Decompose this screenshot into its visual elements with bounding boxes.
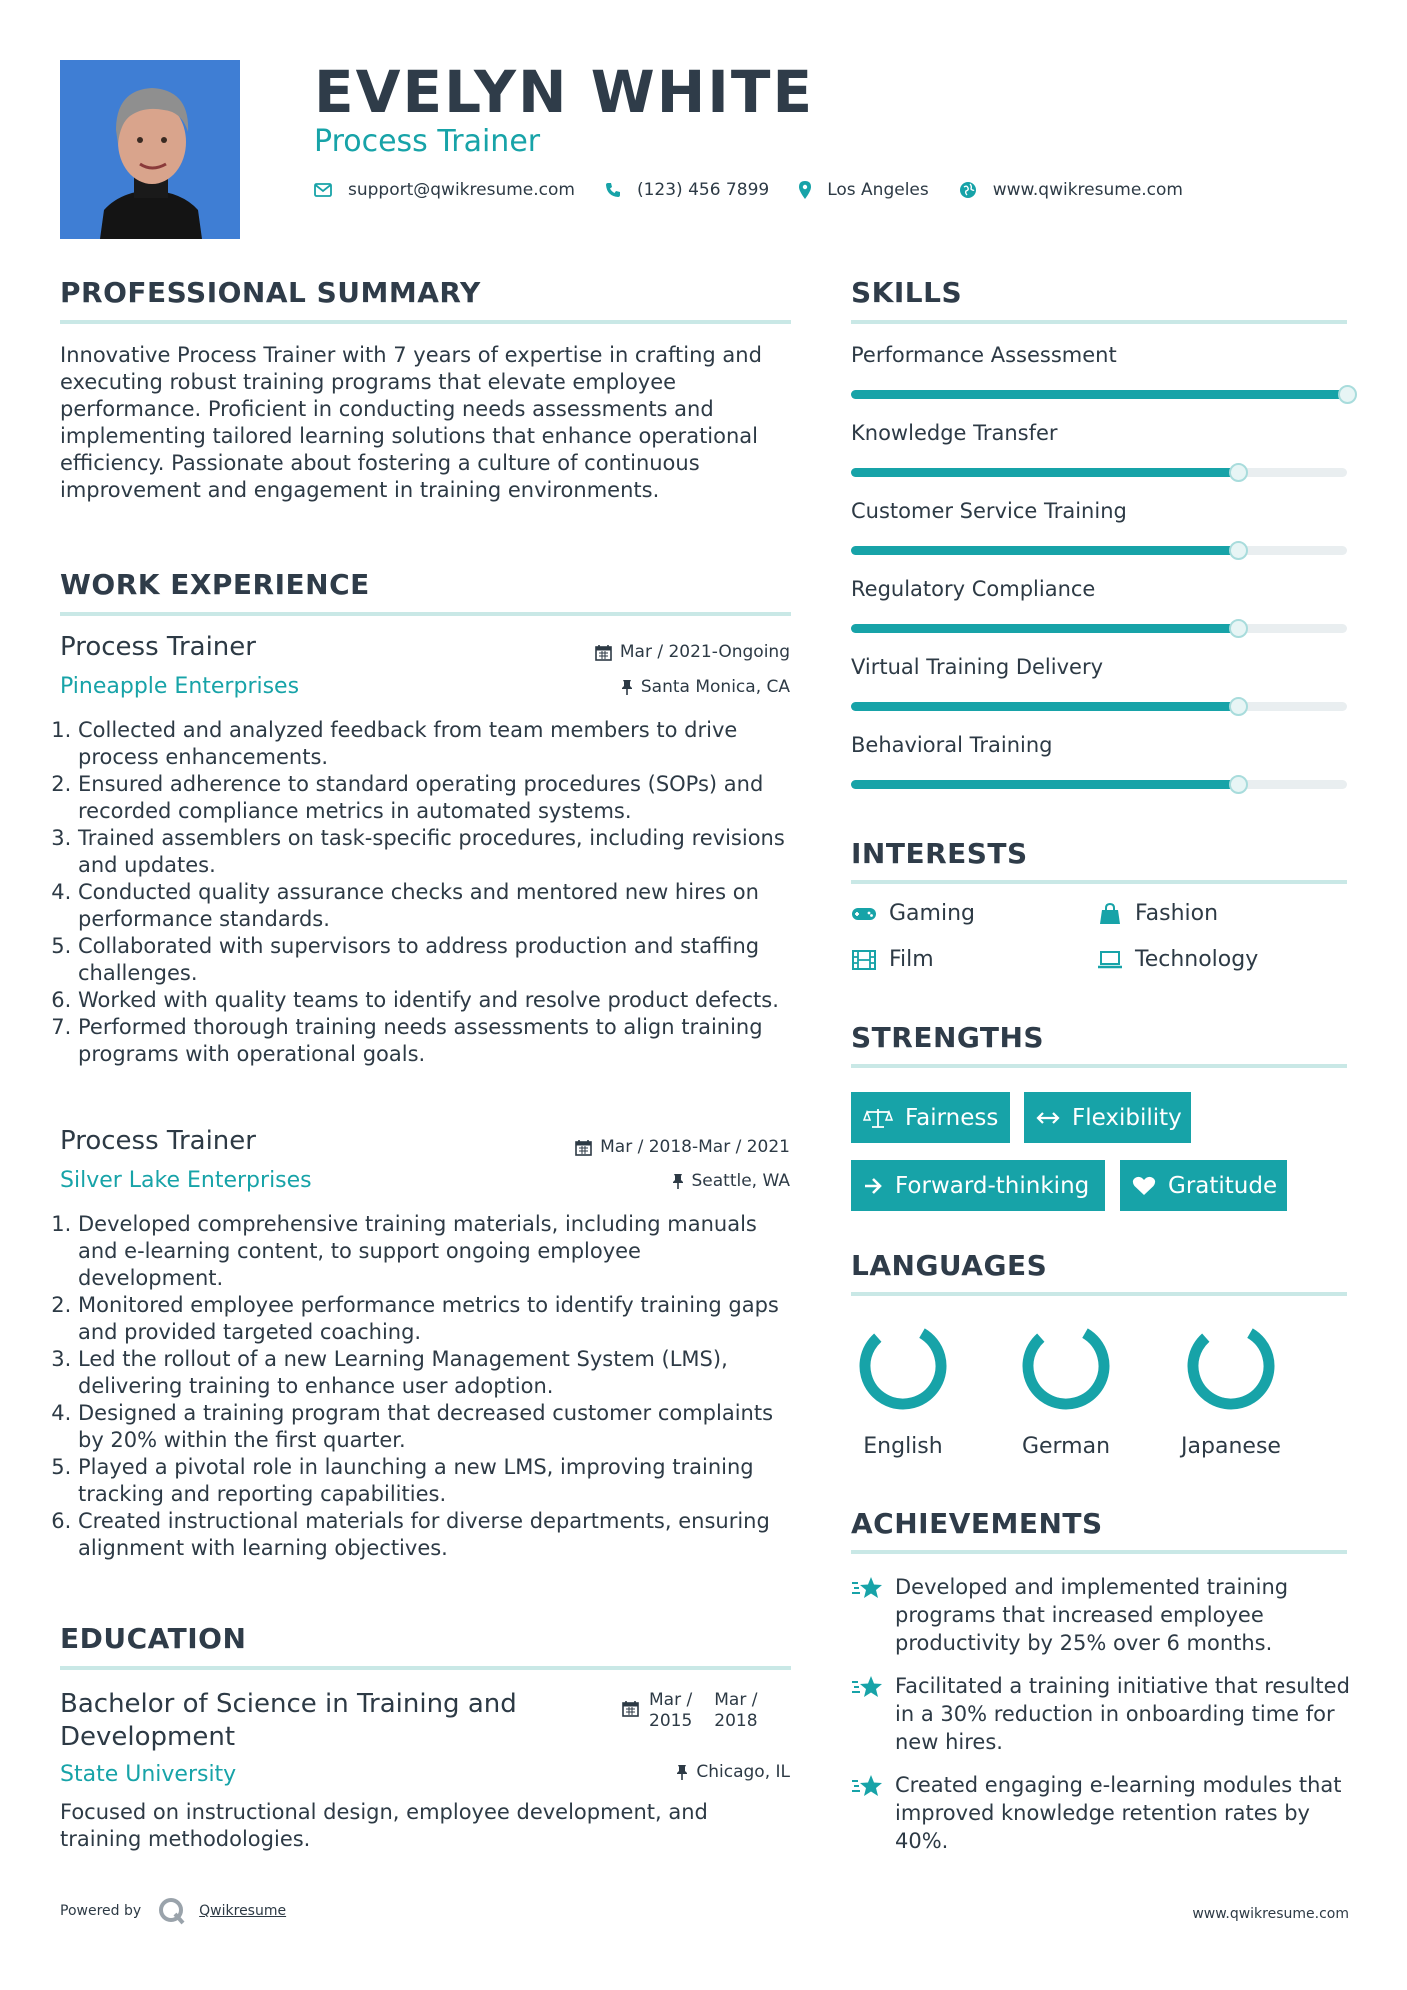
qwikresume-link[interactable]: Qwikresume	[199, 1903, 287, 1919]
job-1-duties	[52, 717, 792, 1068]
list-item: 5. Played a pivotal role in launching a new LMS, improving training tracking and reporting capabilities.	[78, 1454, 792, 1508]
qwikresume-logo-icon	[157, 1896, 187, 1926]
skill-label: Virtual Training Delivery	[851, 655, 1103, 679]
envelope-icon	[314, 183, 332, 197]
skill-bar-track	[851, 468, 1347, 477]
job-2-duties	[52, 1211, 792, 1562]
job-2-company: Silver Lake Enterprises	[60, 1168, 312, 1193]
list-item: 4. Conducted quality assurance checks and mentored new hires on performance standards.	[78, 879, 792, 933]
list-item: 3. Led the rollout of a new Learning Management System (LMS), delivering training to enhance user adoption.	[78, 1346, 792, 1400]
achievement-item	[851, 1771, 1351, 1855]
skill-label: Regulatory Compliance	[851, 577, 1096, 601]
skill-label: Performance Assessment	[851, 343, 1117, 367]
education-heading: EDUCATION	[60, 1622, 247, 1655]
education-location-text: Chicago, IL	[696, 1762, 790, 1782]
star-icon	[851, 1573, 895, 1657]
interests-heading: INTERESTS	[851, 837, 1028, 870]
contact-email[interactable]	[314, 180, 575, 200]
list-item: 7. Performed thorough training needs assessments to align training programs with operational goals.	[78, 1014, 792, 1068]
star-icon	[851, 1672, 895, 1756]
powered-by-label: Powered by	[60, 1903, 142, 1919]
skill-bar-fill	[851, 546, 1238, 555]
location-text: Los Angeles	[827, 180, 929, 200]
strength-label: Forward-thinking	[895, 1172, 1090, 1199]
achievement-text: Developed and implemented training programs that increased employee productivity by 25% over 6 months.	[895, 1575, 1289, 1655]
interest-label: Film	[889, 947, 934, 972]
job-2-location-text: Seattle, WA	[691, 1171, 790, 1191]
interest-label: Gaming	[889, 901, 975, 926]
skill-bar-track	[851, 624, 1347, 633]
contact-bar	[314, 180, 1213, 200]
profile-photo	[60, 60, 240, 239]
phone-icon	[605, 182, 621, 198]
language-ring-arc	[851, 1320, 955, 1412]
contact-website[interactable]	[959, 180, 1183, 200]
job-2-location	[672, 1171, 791, 1191]
skill-bar-fill	[851, 468, 1238, 477]
job-2-title: Process Trainer	[60, 1126, 256, 1156]
job-2-dates-text: Mar / 2018-Mar / 2021	[600, 1137, 790, 1157]
strength-badge	[1120, 1160, 1287, 1211]
job-2-dates	[575, 1137, 790, 1157]
skill-item	[851, 343, 1347, 367]
pushpin-icon	[621, 679, 633, 695]
list-item: 2. Ensured adherence to standard operating procedures (SOPs) and recorded compliance metrics in automated systems.	[78, 771, 792, 825]
achievements-heading: ACHIEVEMENTS	[851, 1507, 1103, 1540]
education-start	[649, 1690, 692, 1732]
education-end-month: Mar /	[714, 1690, 758, 1710]
skill-label: Customer Service Training	[851, 499, 1127, 523]
achievement-text: Facilitated a training initiative that resulted in a 30% reduction in onboarding time for new hires.	[895, 1674, 1350, 1754]
interests-rule	[851, 880, 1347, 884]
shopping-bag-icon	[1097, 903, 1123, 925]
skill-bar-fill	[851, 390, 1347, 399]
interest-label: Fashion	[1135, 901, 1219, 926]
heart-icon	[1132, 1176, 1156, 1196]
language-item	[996, 1320, 1136, 1459]
job-1-location	[621, 677, 790, 697]
strength-label: Fairness	[905, 1104, 999, 1131]
calendar-icon	[595, 644, 612, 661]
interest-film	[851, 947, 934, 972]
languages-rule	[851, 1292, 1347, 1296]
list-item: 5. Collaborated with supervisors to address production and staffing challenges.	[78, 933, 792, 987]
skill-bar-knob	[1229, 619, 1248, 638]
summary-text: Innovative Process Trainer with 7 years of expertise in crafting and executing robust training programs that elevate employee performance. Proficient in conducting needs assessments and implementing tailored learning solutions that enhance operational efficiency. Passionate about fostering a culture of continuous improvement and engagement in training environments.	[60, 343, 762, 502]
skill-bar-track	[851, 546, 1347, 555]
experience-rule	[60, 612, 791, 616]
skill-bar-fill	[851, 702, 1238, 711]
skill-item	[851, 577, 1347, 601]
skills-heading: SKILLS	[851, 276, 963, 309]
skill-bar-track	[851, 780, 1347, 789]
language-item	[833, 1320, 973, 1459]
email-text: support@qwikresume.com	[348, 180, 575, 200]
language-ring	[1161, 1320, 1301, 1412]
list-item: 2. Monitored employee performance metrics to identify training gaps and provided targeted coaching.	[78, 1292, 792, 1346]
degree-line-1: Bachelor of Science in Training and	[60, 1689, 517, 1719]
language-ring-arc	[1179, 1320, 1283, 1412]
skill-bar-knob	[1229, 463, 1248, 482]
skill-bar-track	[851, 390, 1347, 399]
interest-label: Technology	[1135, 947, 1259, 972]
achievement-item	[851, 1672, 1351, 1756]
education-dates	[622, 1690, 758, 1732]
footer-url[interactable]: www.qwikresume.com	[1192, 1906, 1349, 1922]
education-start-month: Mar /	[649, 1690, 693, 1710]
skill-item	[851, 499, 1347, 523]
arrow-right-icon	[863, 1177, 883, 1195]
list-item: 1. Collected and analyzed feedback from team members to drive process enhancements.	[78, 717, 792, 771]
interest-fashion	[1097, 901, 1218, 926]
skill-item	[851, 733, 1347, 757]
strengths-heading: STRENGTHS	[851, 1021, 1045, 1054]
degree-title	[60, 1688, 517, 1754]
skill-item	[851, 421, 1347, 445]
strength-label: Gratitude	[1168, 1172, 1278, 1199]
experience-heading: WORK EXPERIENCE	[60, 568, 370, 601]
strength-badge	[851, 1160, 1105, 1211]
skill-bar-knob	[1229, 697, 1248, 716]
laptop-icon	[1097, 951, 1123, 969]
skill-item	[851, 655, 1347, 679]
job-title: Process Trainer	[314, 124, 541, 159]
skill-bar-knob	[1338, 385, 1357, 404]
language-label: English	[863, 1434, 943, 1459]
achievements-rule	[851, 1550, 1347, 1554]
globe-icon	[959, 181, 977, 199]
skills-rule	[851, 320, 1347, 324]
skill-label: Behavioral Training	[851, 733, 1053, 757]
language-ring-arc	[1014, 1320, 1118, 1412]
language-ring	[996, 1320, 1136, 1412]
footer-powered-by	[60, 1896, 286, 1926]
skill-bar-knob	[1229, 541, 1248, 560]
language-label: Japanese	[1181, 1434, 1281, 1459]
interest-technology	[1097, 947, 1258, 972]
language-item	[1161, 1320, 1301, 1459]
list-item: 4. Designed a training program that decreased customer complaints by 20% within the first quarter.	[78, 1400, 792, 1454]
skill-bar-fill	[851, 624, 1238, 633]
skill-label: Knowledge Transfer	[851, 421, 1058, 445]
education-description: Focused on instructional design, employee development, and training methodologies.	[60, 1800, 708, 1851]
language-label: German	[1021, 1434, 1111, 1459]
job-1-dates	[595, 642, 790, 662]
contact-phone[interactable]	[605, 180, 769, 200]
calendar-icon	[575, 1139, 592, 1156]
skill-bar-knob	[1229, 775, 1248, 794]
film-icon	[851, 950, 877, 970]
education-start-year: 2015	[649, 1711, 693, 1731]
pushpin-icon	[672, 1173, 684, 1189]
education-location	[676, 1762, 790, 1782]
education-rule	[60, 1666, 791, 1670]
arrows-horizontal-icon	[1036, 1111, 1060, 1125]
language-ring	[833, 1320, 973, 1412]
map-pin-icon	[799, 181, 811, 199]
calendar-icon	[622, 1700, 639, 1717]
job-1-location-text: Santa Monica, CA	[640, 677, 790, 697]
strength-label: Flexibility	[1072, 1104, 1182, 1131]
phone-text: (123) 456 7899	[636, 180, 770, 200]
achievement-text: Created engaging e-learning modules that improved knowledge retention rates by 40%.	[895, 1773, 1342, 1853]
summary-rule	[60, 320, 791, 324]
strength-badge	[851, 1092, 1010, 1143]
interest-gaming	[851, 901, 975, 926]
education-end	[714, 1690, 757, 1732]
job-1-dates-text: Mar / 2021-Ongoing	[619, 642, 790, 662]
job-1-title: Process Trainer	[60, 632, 256, 662]
summary-heading: PROFESSIONAL SUMMARY	[60, 276, 481, 309]
school-name: State University	[60, 1762, 237, 1787]
skill-bar-track	[851, 702, 1347, 711]
strengths-rule	[851, 1064, 1347, 1068]
education-end-year: 2018	[714, 1711, 758, 1731]
balance-scale-icon	[863, 1107, 893, 1129]
list-item: 1. Developed comprehensive training materials, including manuals and e-learning content, to support ongoing employee development.	[78, 1211, 792, 1292]
languages-heading: LANGUAGES	[851, 1249, 1048, 1282]
list-item: 6. Worked with quality teams to identify and resolve product defects.	[78, 987, 792, 1014]
strength-badge	[1024, 1092, 1191, 1143]
star-icon	[851, 1771, 895, 1855]
list-item: 6. Created instructional materials for diverse departments, ensuring alignment with learning objectives.	[78, 1508, 792, 1562]
contact-location	[799, 180, 929, 200]
website-text: www.qwikresume.com	[992, 180, 1183, 200]
achievement-item	[851, 1573, 1351, 1657]
gamepad-icon	[851, 906, 877, 922]
skill-bar-fill	[851, 780, 1238, 789]
candidate-name: EVELYN WHITE	[314, 58, 815, 126]
degree-line-2: Development	[60, 1722, 236, 1752]
job-1-company: Pineapple Enterprises	[60, 674, 300, 699]
list-item: 3. Trained assemblers on task-specific procedures, including revisions and updates.	[78, 825, 792, 879]
pushpin-icon	[676, 1764, 688, 1780]
